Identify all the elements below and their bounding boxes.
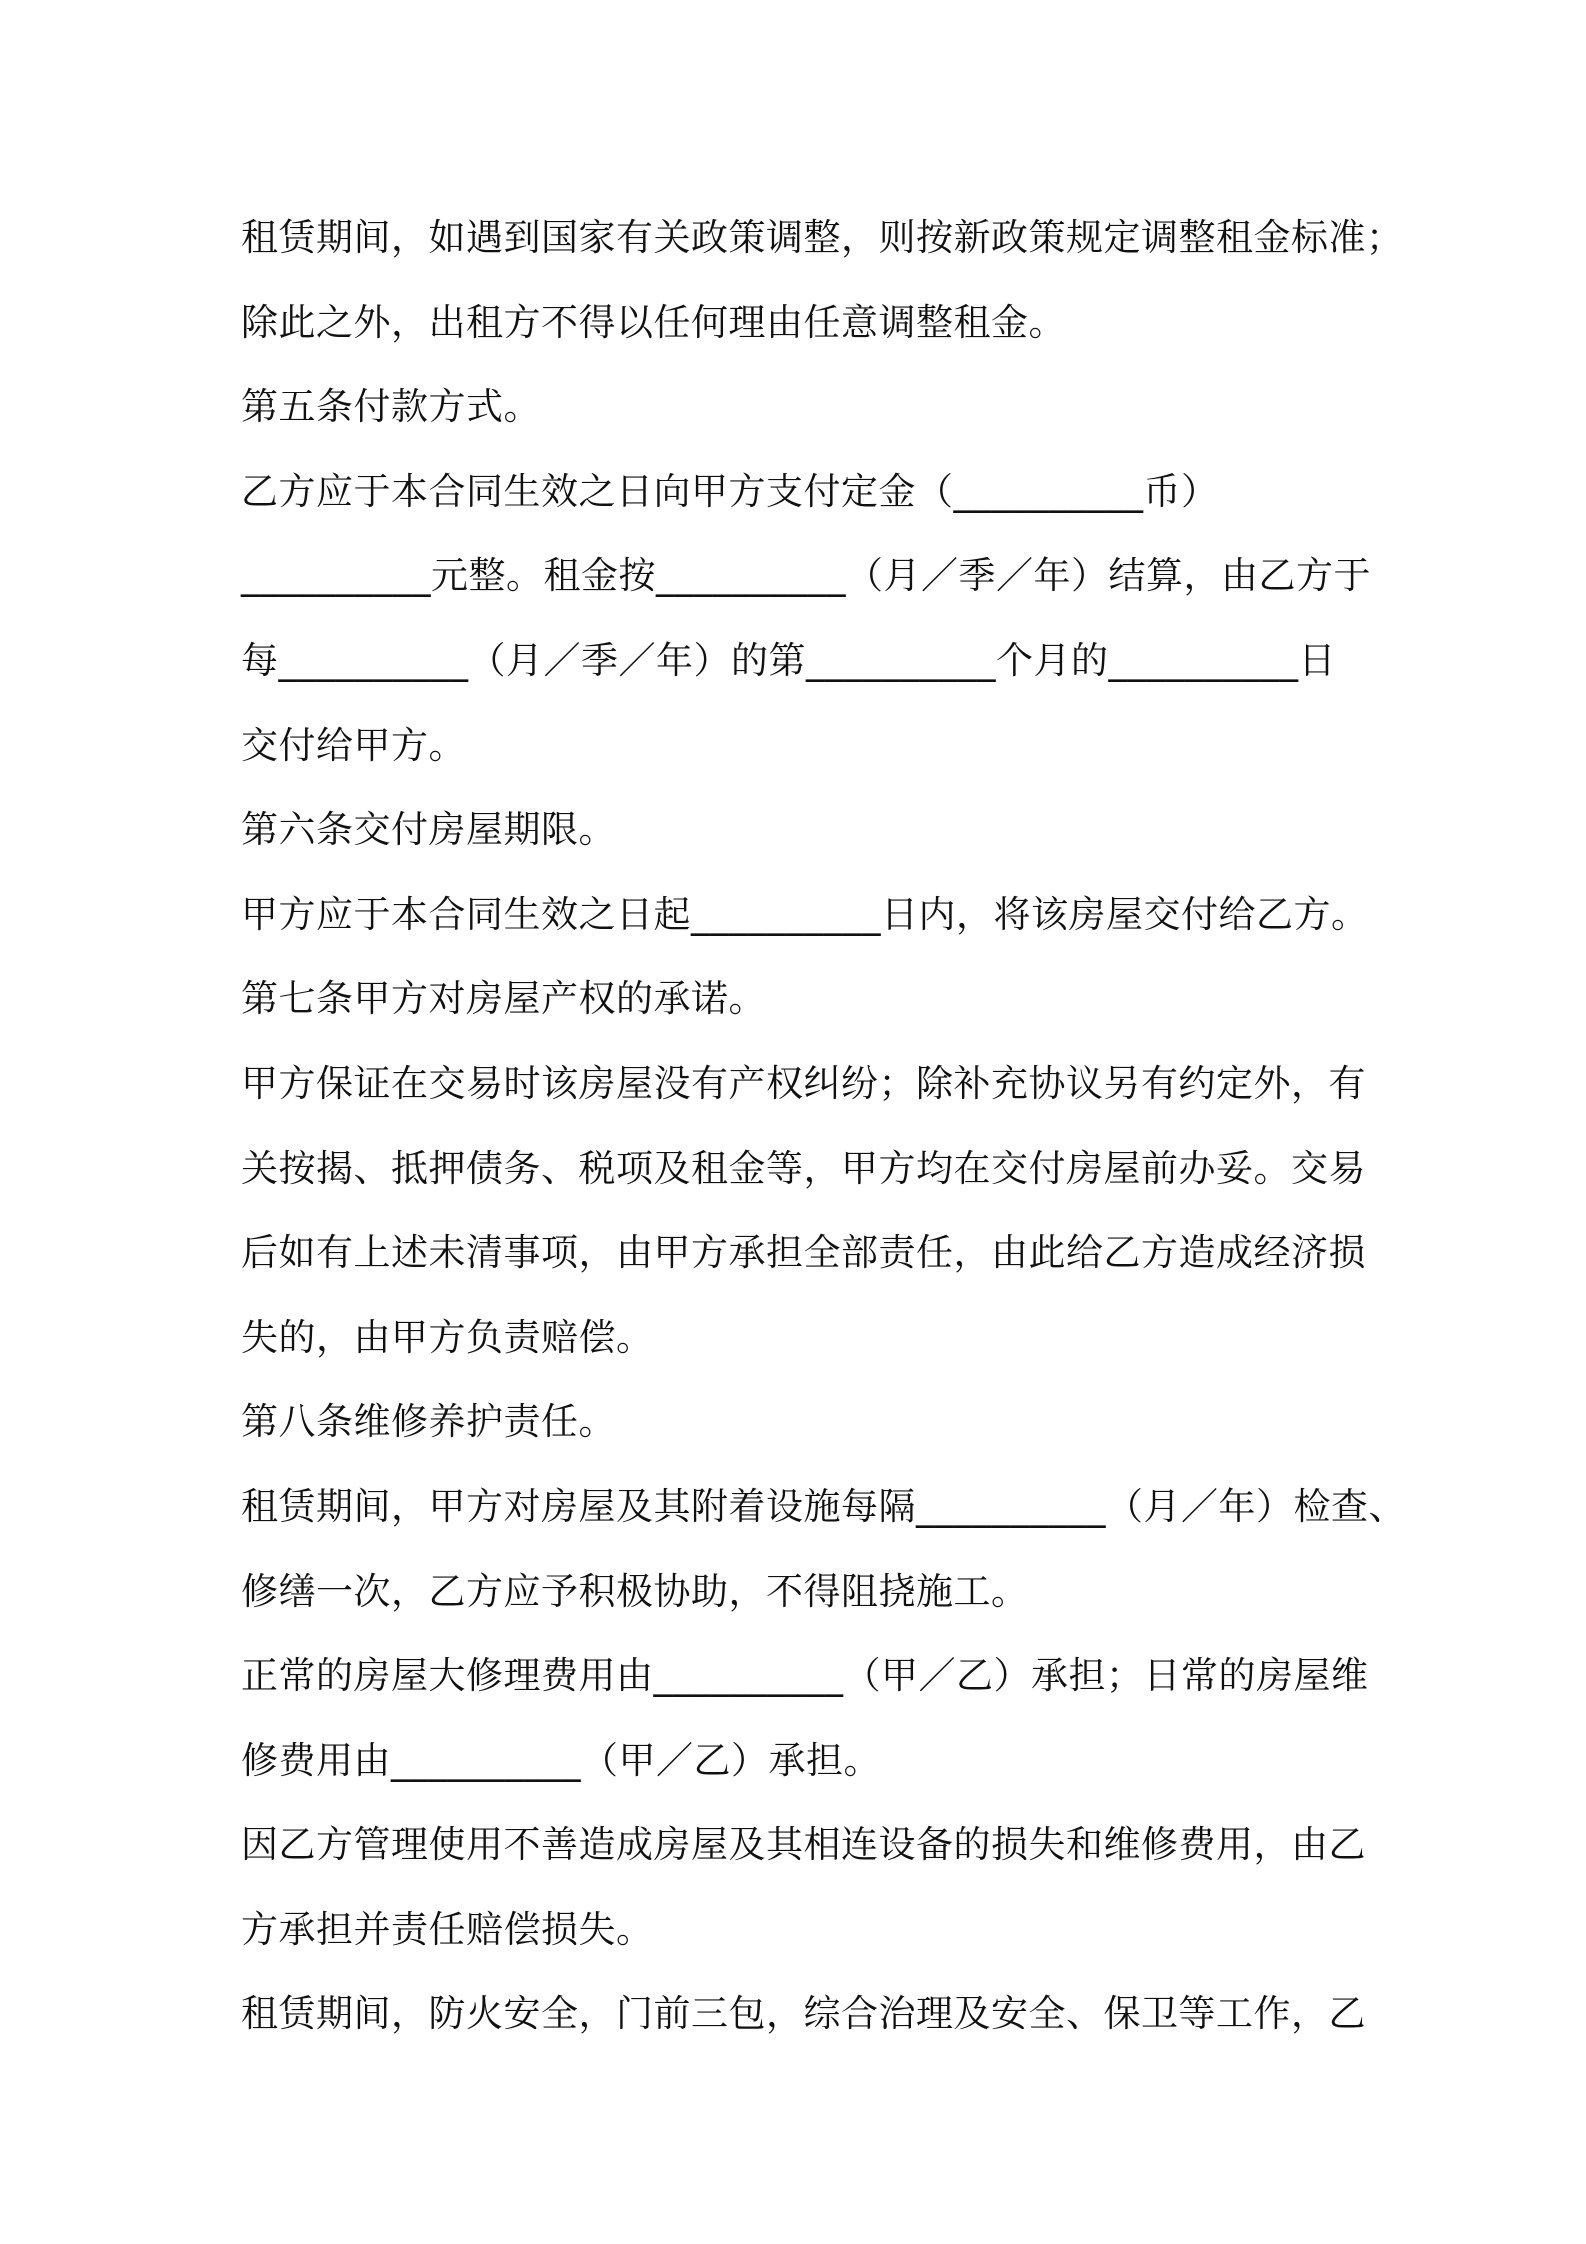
text-line: 正常的房屋大修理费用由__________（甲／乙）承担；日常的房屋维 [241, 1654, 1369, 1698]
text-line: 关按揭、抵押债务、税项及租金等，甲方均在交付房屋前办妥。交易 [241, 1146, 1366, 1190]
section-heading: 第八条维修养护责任。 [241, 1400, 616, 1444]
text-line: 交付给甲方。 [241, 723, 466, 767]
text-line: 修缮一次，乙方应予积极协助，不得阻挠施工。 [241, 1569, 1029, 1613]
text-line: 除此之外，出租方不得以任何理由任意调整租金。 [241, 300, 1066, 344]
text-line: __________元整。租金按__________（月／季／年）结算，由乙方于 [241, 554, 1371, 598]
text-line: 因乙方管理使用不善造成房屋及其相连设备的损失和维修费用，由乙 [241, 1823, 1366, 1867]
document-body [241, 196, 1406, 2057]
text-line: 租赁期间，甲方对房屋及其附着设施每隔__________（月／年）检查、 [241, 1484, 1406, 1528]
section-heading: 第七条甲方对房屋产权的承诺。 [241, 977, 766, 1021]
text-line: 租赁期间，如遇到国家有关政策调整，则按新政策规定调整租金标准； [241, 216, 1404, 259]
text-line: 修费用由__________（甲／乙）承担。 [241, 1738, 881, 1782]
text-line: 方承担并责任赔偿损失。 [241, 1907, 654, 1951]
text-line: 乙方应于本合同生效之日向甲方支付定金（__________币） [241, 469, 1219, 513]
text-line: 租赁期间，防火安全，门前三包，综合治理及安全、保卫等工作，乙 [241, 1992, 1366, 2036]
text-line: 失的，由甲方负责赔偿。 [241, 1315, 654, 1359]
text-line: 后如有上述未清事项，由甲方承担全部责任，由此给乙方造成经济损 [241, 1231, 1366, 1275]
section-heading: 第六条交付房屋期限。 [241, 808, 616, 852]
text-line: 甲方应于本合同生效之日起__________日内，将该房屋交付给乙方。 [241, 892, 1369, 936]
text-line: 甲方保证在交易时该房屋没有产权纠纷；除补充协议另有约定外，有 [241, 1061, 1366, 1105]
section-heading: 第五条付款方式。 [241, 385, 541, 429]
text-line: 每__________（月／季／年）的第__________个月的__________日 [241, 638, 1336, 682]
